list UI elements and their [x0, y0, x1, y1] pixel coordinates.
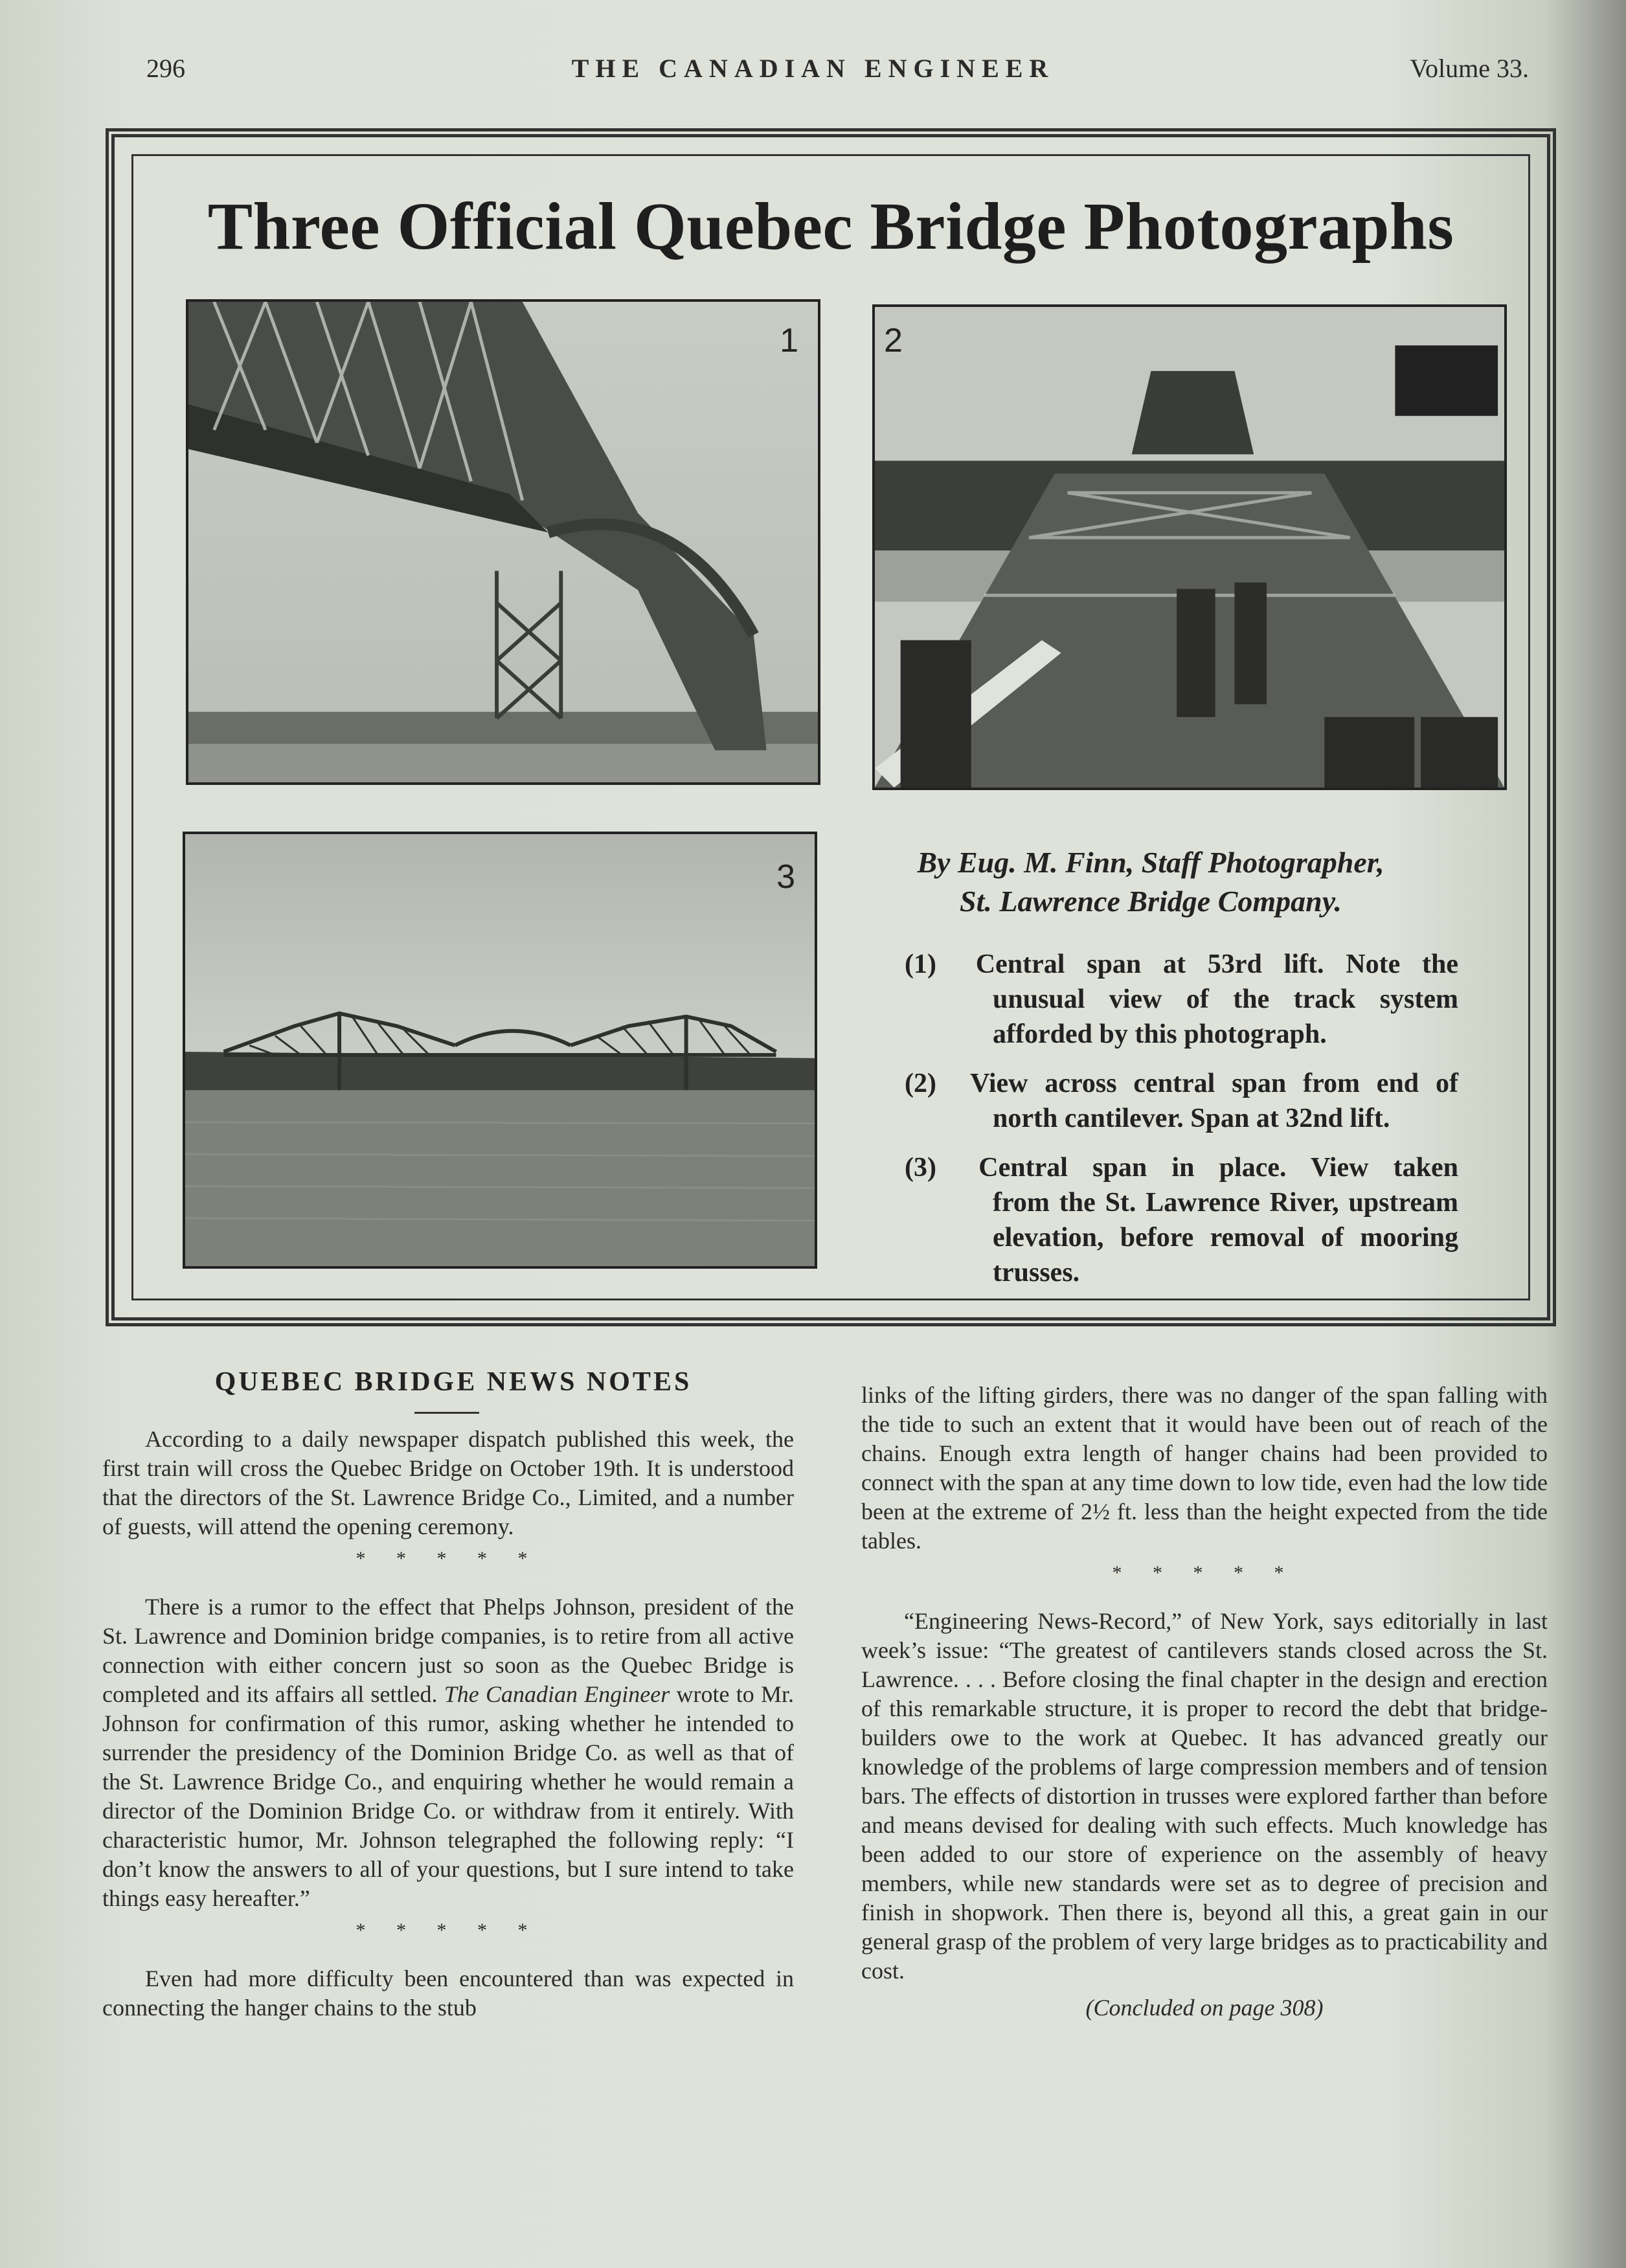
volume-label: Volume 33. [1410, 54, 1529, 83]
paragraph-johnson-rumor [102, 1593, 794, 1913]
photo-2-bridge-deck [872, 304, 1507, 790]
paragraph-johnson-text-a: There is a rumor to the effect that Phelps Johnson, president of the St. Lawrence and Dominion bridge companies, is to retire from all active connection with either concern just so soon as the Quebec Bridge is completed and its affairs all settled. [102, 1594, 794, 1707]
section-separator: * * * * * [356, 1920, 541, 1941]
section-separator: * * * * * [356, 1548, 541, 1569]
article-column-left [102, 1425, 794, 2023]
caption-3-number: (3) [905, 1153, 936, 1183]
heading-rule [414, 1412, 479, 1414]
paragraph-hanger-chains: Even had more difficulty been encountered than was expected in connecting the hanger chains to the stub [102, 1966, 794, 2021]
caption-2 [905, 1066, 1458, 1136]
bridge-deck-workers-photo-icon [875, 307, 1504, 788]
bridge-river-elevation-photo-icon [185, 834, 815, 1266]
paragraph-hanger-chains-continued: links of the lifting girders, there was no danger of the span falling with the tide to such an extent that it would have been out of reach of the chains. Enough extra length of hanger chains had been provided to connect with the span at any time down to low tide, even had the low tide been at the extreme of 2½ ft. less than the height expected from the tide tables. [861, 1382, 1548, 1554]
caption-2-number: (2) [905, 1069, 936, 1098]
caption-3-rest: from the St. Lawrence River, upstream elevation, before removal of mooring trusses. [993, 1188, 1458, 1287]
caption-1 [905, 947, 1458, 1052]
photo-2-number: 2 [884, 322, 903, 359]
paragraph-news-record: “Engineering News-Record,” of New York, says editorially in last week’s issue: “The greatest of cantilevers stands closed across the St. Lawrence. . . . Before closing the final chapter in the design and erection of this remarkable structure, it is proper to record the debt that bridge-builders owe to the work at Quebec. It has advanced greatly our knowledge of the problems of large compression members and of tension bars. The effects of distortion in trusses were explored farther than before and means devised for dealing with such effects. Much knowledge has been added to our store of experience on the assembly of heavy members, while new standards were set as to degree of precision and finish in shopwork. Then there is, beyond all this, a great gain in our general grasp of the problem of very large bridges as to practicability and cost. [861, 1608, 1548, 1984]
article-heading: QUEBEC BRIDGE NEWS NOTES [214, 1367, 692, 1397]
caption-1-number: (1) [905, 949, 936, 979]
photo-credit [814, 843, 1487, 921]
section-separator: * * * * * [1112, 1562, 1297, 1583]
page-number: 296 [146, 54, 185, 83]
caption-3 [905, 1150, 1458, 1290]
bridge-underside-photo-icon [188, 302, 818, 782]
photo-1-number: 1 [780, 322, 798, 359]
paragraph-johnson-text-b: wrote to Mr. Johnson for confirmation of this rumor, asking whether he intended to surrender the presidency of the Dominion Bridge Co. as well as that of the St. Lawrence Bridge Co., and enquiring whether he would remain a director of the Dominion Bridge Co. or withdraw from it entirely. With characteristic humor, Mr. Johnson telegraphed the following reply: “I don’t know the answers to all of your questions, but I sure intend to take things easy hereafter.” [102, 1681, 794, 1911]
journal-name-italic: The Canadian Engineer [444, 1681, 670, 1707]
credit-line-1: By Eug. M. Finn, Staff Photographer, [917, 846, 1384, 879]
caption-2-rest: north cantilever. Span at 32nd lift. [993, 1104, 1390, 1133]
journal-title: THE CANADIAN ENGINEER [571, 54, 1055, 83]
photo-1-bridge-underside [186, 299, 820, 785]
caption-1-first-line: Central span at 53rd lift. Note the [975, 949, 1458, 979]
credit-line-2: St. Lawrence Bridge Company. [960, 885, 1342, 918]
caption-3-first-line: Central span in place. View taken [978, 1153, 1459, 1183]
caption-2-first-line: View across central span from end of [970, 1069, 1458, 1098]
photo-captions [905, 947, 1458, 1304]
photo-3-bridge-elevation [183, 832, 817, 1269]
photo-3-number: 3 [776, 858, 795, 896]
continued-notice: (Concluded on page 308) [1085, 1995, 1324, 2021]
article-column-right [861, 1381, 1548, 2023]
paragraph-first-train: According to a daily newspaper dispatch published this week, the first train will cross the Quebec Bridge on October 19th. It is understood that the directors of the St. Lawrence Bridge Co., Limited, and a number of guests, will attend the opening ceremony. [102, 1426, 794, 1539]
feature-title: Three Official Quebec Bridge Photographs [207, 189, 1454, 264]
photo-feature-frame [106, 128, 1556, 1326]
caption-1-rest: unusual view of the track system afforded by this photograph. [993, 984, 1458, 1049]
